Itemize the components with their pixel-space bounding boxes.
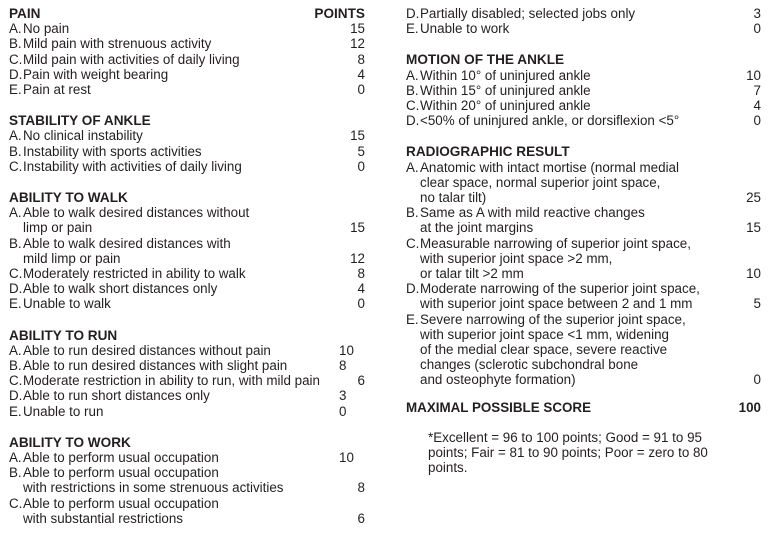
item-letter: B. (9, 358, 22, 374)
item-letter: C. (406, 235, 420, 251)
pain-header (9, 6, 365, 21)
item-points: 6 (357, 373, 365, 389)
item-points: 10 (339, 342, 354, 358)
work-header (9, 435, 365, 450)
points-label: POINTS (314, 6, 365, 21)
item-text-line1: Able to walk desired distances without (23, 205, 250, 221)
item-points: 10 (339, 450, 354, 466)
item-points: 0 (753, 21, 761, 37)
list-item (9, 21, 365, 36)
item-points: 12 (350, 36, 365, 52)
item-text-line: with superior joint space >2 mm, (420, 250, 613, 266)
item-points: 25 (746, 190, 761, 206)
item-letter: A. (9, 128, 22, 144)
item-text-line: Anatomic with intact mortise (normal medial (420, 159, 679, 175)
list-item (406, 6, 761, 21)
work-title: ABILITY TO WORK (9, 434, 131, 450)
item-points: 4 (357, 66, 365, 82)
item-letter: D. (9, 281, 23, 297)
item-letter: C. (9, 495, 23, 511)
list-item (9, 281, 365, 296)
stability-header (9, 113, 365, 128)
motion-header (406, 52, 761, 67)
item-text-line: Severe narrowing of the superior joint space, (420, 311, 686, 327)
left-column (9, 6, 365, 526)
item-text: Mild pain with strenuous activity (23, 36, 212, 52)
item-letter: B. (9, 36, 22, 52)
right-column (406, 6, 761, 475)
item-letter: A. (9, 205, 22, 221)
motion-title: MOTION OF THE ANKLE (406, 52, 565, 68)
item-points: 15 (746, 220, 761, 236)
item-points: 8 (357, 51, 365, 67)
item-text: Mild pain with activities of daily living (23, 51, 240, 67)
item-letter: A. (406, 159, 419, 175)
item-text-line2: mild limp or pain (23, 250, 121, 266)
list-item (9, 205, 365, 235)
item-text-line1: Able to perform usual occupation (23, 495, 219, 511)
item-text-line: or talar tilt >2 mm (420, 266, 524, 282)
item-points: 10 (746, 266, 761, 282)
list-item (9, 404, 365, 419)
item-text: Within 15° of uninjured ankle (420, 82, 591, 98)
item-letter: C. (9, 373, 23, 389)
list-item (9, 373, 365, 388)
item-points: 12 (350, 250, 365, 266)
item-text-line1: Able to perform usual occupation (23, 465, 219, 481)
item-text: Pain at rest (23, 82, 91, 98)
item-letter: D. (406, 113, 420, 129)
walk-list (9, 205, 365, 311)
item-text-line: and osteophyte formation) (420, 372, 576, 388)
item-text: Within 20° of uninjured ankle (420, 98, 591, 114)
item-text-line: no talar tilt) (420, 190, 487, 206)
item-letter: C. (9, 51, 23, 67)
item-points: 15 (350, 128, 365, 144)
item-text: Able to run desired distances without pain (23, 342, 271, 358)
item-letter: E. (9, 296, 22, 312)
item-points: 3 (753, 6, 761, 21)
list-item (406, 312, 761, 388)
item-letter: C. (9, 158, 23, 174)
list-item (406, 205, 761, 235)
item-text: Able to run short distances only (23, 388, 210, 404)
item-letter: C. (9, 266, 23, 282)
list-item (9, 358, 365, 373)
list-item (406, 83, 761, 98)
item-text: Able to run desired distances with slight pain (23, 358, 288, 374)
item-text-line: at the joint margins (420, 220, 534, 236)
footnote-line: points. (428, 460, 468, 476)
list-item (9, 388, 365, 403)
item-text: Instability with sports activities (23, 143, 202, 159)
item-points: 0 (357, 82, 365, 98)
item-points: 8 (357, 480, 365, 496)
item-letter: B. (406, 205, 419, 221)
list-item (9, 343, 365, 358)
item-points: 4 (357, 281, 365, 297)
item-text: Partially disabled; selected jobs only (420, 6, 636, 21)
item-text: Moderately restricted in ability to walk (23, 266, 246, 282)
footnote-line: points; Fair = 81 to 90 points; Poor = zero to 80 (428, 445, 708, 461)
item-text-line: with superior joint space <1 mm, widening (420, 326, 669, 342)
item-letter: E. (406, 21, 419, 37)
list-item (9, 128, 365, 143)
item-text: Able to perform usual occupation (23, 450, 219, 466)
item-letter: B. (9, 465, 22, 481)
item-text: Within 10° of uninjured ankle (420, 67, 591, 83)
item-text-line: Measurable narrowing of superior joint space, (420, 235, 691, 251)
list-item (9, 236, 365, 266)
list-item (406, 21, 761, 36)
item-text-line2: limp or pain (23, 220, 93, 236)
item-points: 6 (357, 510, 365, 526)
work-cont-list (406, 6, 761, 36)
item-text: Unable to work (420, 21, 510, 37)
item-text: No clinical instability (23, 128, 143, 144)
pain-title: PAIN (9, 6, 41, 21)
item-points: 0 (753, 113, 761, 129)
item-text: Instability with activities of daily living (23, 158, 242, 174)
list-item (9, 82, 365, 97)
item-text-line: of the medial clear space, severe reactive (420, 342, 668, 358)
footnote-line: *Excellent = 96 to 100 points; Good = 91 to 95 (428, 429, 702, 445)
item-text-line: clear space, normal superior joint space, (420, 174, 661, 190)
item-points: 10 (746, 67, 761, 83)
list-item (406, 68, 761, 83)
item-letter: A. (9, 21, 22, 37)
item-text-line2: with substantial restrictions (23, 510, 184, 526)
item-letter: D. (9, 66, 23, 82)
item-text-line: Moderate narrowing of the superior joint space, (420, 281, 700, 297)
list-item (406, 281, 761, 311)
item-letter: A. (9, 342, 22, 358)
item-points: 0 (357, 296, 365, 312)
list-item (9, 144, 365, 159)
item-letter: D. (406, 281, 420, 297)
list-item (9, 36, 365, 51)
item-points: 4 (753, 98, 761, 114)
item-text-line: with superior joint space between 2 and 1 mm (420, 296, 693, 312)
list-item (9, 450, 365, 465)
maximal-score-points: 100 (738, 399, 761, 415)
stability-list (9, 128, 365, 174)
run-title: ABILITY TO RUN (9, 327, 118, 343)
item-letter: B. (406, 82, 419, 98)
item-points: 0 (357, 158, 365, 174)
item-text-line: changes (sclerotic subchondral bone (420, 357, 639, 373)
item-points: 15 (350, 21, 365, 37)
walk-title: ABILITY TO WALK (9, 190, 128, 206)
item-points: 0 (753, 372, 761, 388)
list-item (9, 465, 365, 495)
item-points: 15 (350, 220, 365, 236)
list-item (9, 266, 365, 281)
item-text: Able to walk short distances only (23, 281, 218, 297)
item-text: Moderate restriction in ability to run, with mild pain (23, 373, 320, 389)
item-text-line1: Able to walk desired distances with (23, 235, 231, 251)
item-text-line2: with restrictions in some strenuous activities (23, 480, 284, 496)
list-item (406, 98, 761, 113)
list-item (9, 296, 365, 311)
list-item (9, 52, 365, 67)
list-item (406, 160, 761, 206)
item-letter: D. (406, 6, 420, 21)
item-points: 8 (357, 266, 365, 282)
item-letter: A. (9, 450, 22, 466)
work-list (9, 450, 365, 526)
run-header (9, 328, 365, 343)
stability-title: STABILITY OF ANKLE (9, 113, 151, 129)
list-item (9, 159, 365, 174)
maximal-score-row (406, 400, 761, 415)
item-points: 0 (339, 403, 347, 419)
item-letter: B. (9, 143, 22, 159)
item-points: 8 (339, 358, 347, 374)
item-points: 3 (339, 388, 347, 404)
pain-list (9, 21, 365, 97)
score-footnote (406, 430, 761, 476)
item-letter: E. (9, 403, 22, 419)
list-item (9, 496, 365, 526)
run-list (9, 343, 365, 419)
item-points: 5 (357, 143, 365, 159)
list-item (9, 67, 365, 82)
item-points: 5 (753, 296, 761, 312)
maximal-score-label: MAXIMAL POSSIBLE SCORE (406, 399, 592, 415)
item-letter: C. (406, 98, 420, 114)
list-item (406, 113, 761, 128)
item-letter: D. (9, 388, 23, 404)
radiographic-list (406, 160, 761, 388)
radiographic-title: RADIOGRAPHIC RESULT (406, 144, 570, 160)
item-letter: B. (9, 235, 22, 251)
motion-list (406, 68, 761, 129)
item-text: Unable to run (23, 403, 104, 419)
item-text-line: Same as A with mild reactive changes (420, 205, 645, 221)
item-text: <50% of uninjured ankle, or dorsiflexion <5° (420, 113, 680, 129)
item-text: Pain with weight bearing (23, 66, 169, 82)
item-text: Unable to walk (23, 296, 111, 312)
radiographic-header (406, 144, 761, 159)
list-item (406, 236, 761, 282)
walk-header (9, 190, 365, 205)
item-letter: A. (406, 67, 419, 83)
item-points: 7 (753, 82, 761, 98)
item-text: No pain (23, 21, 70, 37)
item-letter: E. (9, 82, 22, 98)
item-letter: E. (406, 311, 419, 327)
